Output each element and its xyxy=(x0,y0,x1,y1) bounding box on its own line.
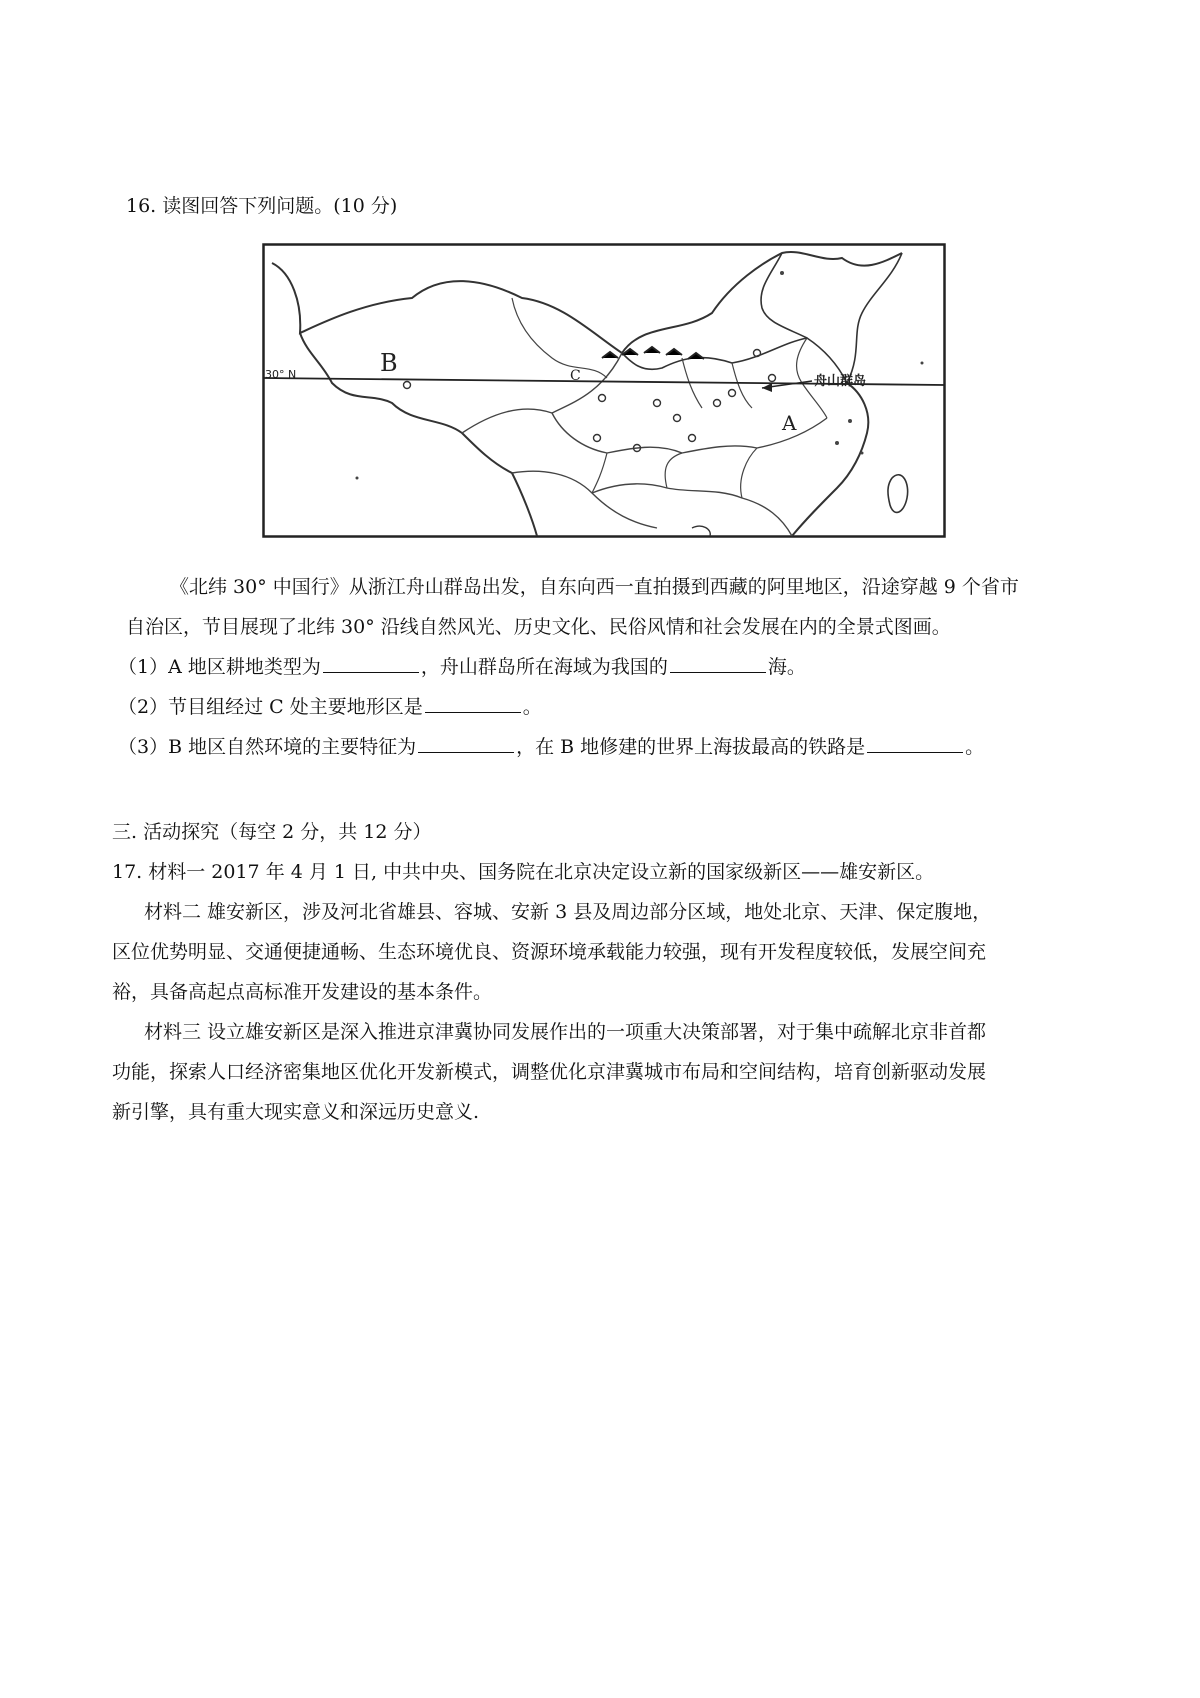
answer-blank-1[interactable] xyxy=(323,654,419,673)
map-label-b: B xyxy=(380,349,398,377)
question-16-intro-line-1: 《北纬 30° 中国行》从浙江舟山群岛出发，自东向西一直拍摄到西藏的阿里地区，沿途穿越 9 个省市 xyxy=(170,576,1019,598)
section-3-heading: 三. 活动探究（每空 2 分，共 12 分） xyxy=(112,821,432,843)
question-17-line-7: 新引擎，具有重大现实意义和深远历史意义. xyxy=(112,1101,480,1123)
q1-text-c: 海。 xyxy=(767,656,806,678)
question-16-intro-line-2: 自治区，节目展现了北纬 30° 沿线自然风光、历史文化、民俗风情和社会发展在内的全景式图画。 xyxy=(126,616,951,638)
question-16-part-1 xyxy=(118,652,806,679)
q3-text-c: 。 xyxy=(965,736,985,758)
question-16-part-2 xyxy=(118,692,542,719)
q2-text-a: （2）节目组经过 C 处主要地形区是 xyxy=(118,696,423,718)
q1-text-b: ，舟山群岛所在海域为我国的 xyxy=(420,656,668,678)
map-figure xyxy=(262,243,947,540)
map-label-c: C xyxy=(570,368,581,384)
question-17-line-5: 材料三 设立雄安新区是深入推进京津冀协同发展作出的一项重大决策部署，对于集中疏解北京非首都 xyxy=(144,1021,987,1043)
q3-text-a: （3）B 地区自然环境的主要特征为 xyxy=(118,736,417,758)
map-label-zhoushan: 舟山群岛 xyxy=(814,374,867,389)
q3-text-b: ，在 B 地修建的世界上海拔最高的铁路是 xyxy=(516,736,866,758)
map-label-30n: 30° N xyxy=(265,368,297,381)
china-30n-map xyxy=(262,243,947,540)
answer-blank-2[interactable] xyxy=(670,654,766,673)
map-label-a: A xyxy=(782,411,797,435)
question-16-part-3 xyxy=(118,732,984,759)
answer-blank-3[interactable] xyxy=(425,694,521,713)
question-17-line-4: 裕，具备高起点高标准开发建设的基本条件。 xyxy=(112,981,493,1003)
answer-blank-4[interactable] xyxy=(418,734,514,753)
q1-text-a: （1）A 地区耕地类型为 xyxy=(118,656,321,678)
question-17-line-3: 区位优势明显、交通便捷通畅、生态环境优良、资源环境承载能力较强，现有开发程度较低，发展空间充 xyxy=(112,941,987,963)
question-17-line-1: 17. 材料一 2017 年 4 月 1 日, 中共中央、国务院在北京决定设立新的国家级新区——雄安新区。 xyxy=(112,861,935,883)
answer-blank-5[interactable] xyxy=(867,734,963,753)
q2-text-b: 。 xyxy=(522,696,542,718)
question-17-line-2: 材料二 雄安新区，涉及河北省雄县、容城、安新 3 县及周边部分区域，地处北京、天津、保定腹地， xyxy=(144,901,992,923)
question-16-heading: 16. 读图回答下列问题。(10 分) xyxy=(126,195,398,217)
question-17-line-6: 功能，探索人口经济密集地区优化开发新模式，调整优化京津冀城市布局和空间结构，培育创新驱动发展 xyxy=(112,1061,987,1083)
